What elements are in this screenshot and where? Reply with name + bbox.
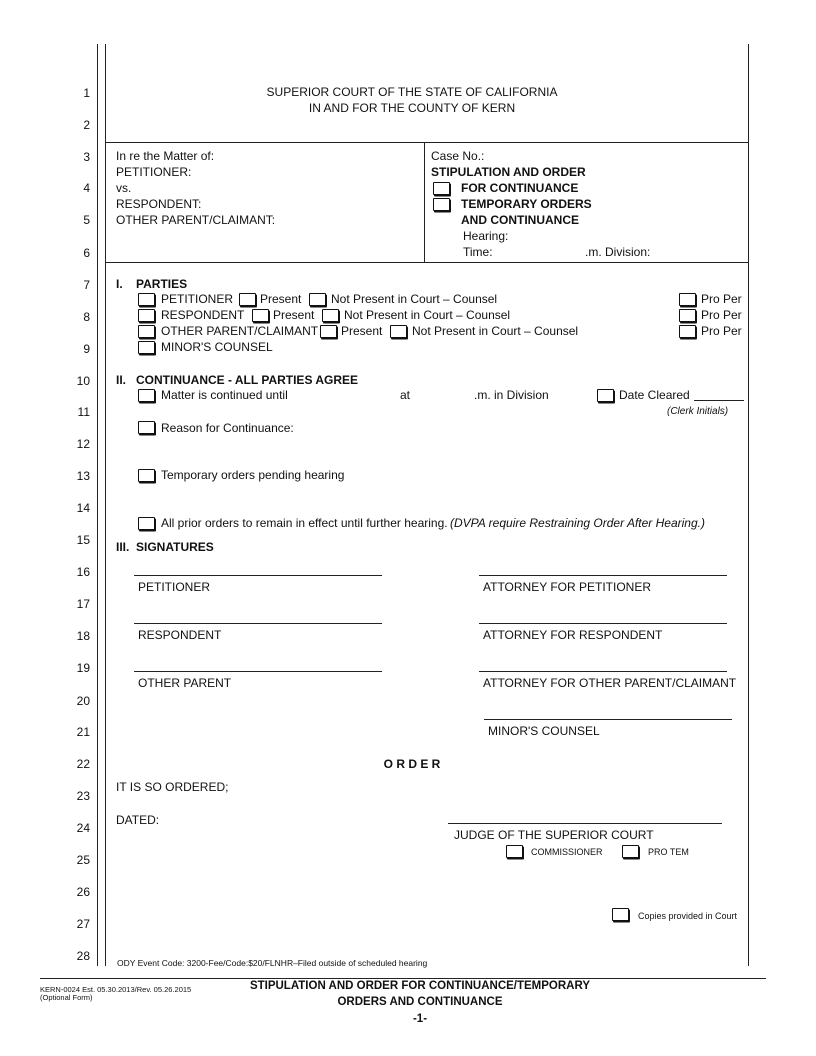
atty-respondent-signature-line[interactable]: [479, 623, 727, 624]
line-number: 26: [76, 885, 90, 899]
left-margin-rule-outer: [97, 44, 98, 966]
line-number: 3: [83, 150, 90, 164]
atty-respondent-signature-label: ATTORNEY FOR RESPONDENT: [483, 628, 663, 642]
right-margin-rule: [748, 44, 749, 966]
date-cleared-line[interactable]: [694, 400, 744, 401]
other-parent-pro-per-label: Pro Per: [701, 324, 742, 338]
reason-label: Reason for Continuance:: [161, 421, 294, 435]
matter-label: In re the Matter of:: [116, 149, 215, 163]
line-number: 25: [76, 853, 90, 867]
clerk-initials-label: (Clerk Initials): [667, 406, 729, 417]
atty-other-signature-line[interactable]: [479, 671, 727, 672]
petitioner-signature-line[interactable]: [134, 575, 382, 576]
temporary-orders-label: TEMPORARY ORDERS: [461, 197, 592, 211]
continuance-heading: CONTINUANCE - ALL PARTIES AGREE: [136, 373, 359, 387]
temp-orders-checkbox[interactable]: [138, 469, 155, 482]
dated-label: DATED:: [116, 813, 160, 827]
continued-until-label: Matter is continued until: [161, 388, 288, 402]
footer-title-line1: STIPULATION AND ORDER FOR CONTINUANCE/TEMPORARY: [249, 980, 591, 992]
other-parent-present-checkbox[interactable]: [320, 325, 337, 338]
other-parent-party-checkbox[interactable]: [138, 325, 155, 338]
atty-other-signature-label: ATTORNEY FOR OTHER PARENT/CLAIMANT: [483, 676, 737, 690]
line-number: 23: [76, 789, 90, 803]
respondent-present-checkbox[interactable]: [252, 309, 269, 322]
caption-top-rule: [106, 142, 748, 143]
respondent-not-present-label: Not Present in Court – Counsel: [344, 308, 511, 322]
copies-label: Copies provided in Court: [638, 911, 738, 921]
hearing-label: Hearing:: [463, 229, 509, 243]
form-number: KERN-0024 Est. 05.30.2013/Rev. 05.26.2015: [40, 985, 192, 994]
prior-orders-checkbox[interactable]: [138, 517, 155, 530]
line-number: 13: [76, 469, 90, 483]
court-name-line2: IN AND FOR THE COUNTY OF KERN: [308, 101, 516, 115]
page-number: -1-: [412, 1013, 428, 1025]
commissioner-label: COMMISSIONER: [531, 847, 603, 857]
left-margin-rule-inner: [105, 44, 106, 966]
at-label: at: [400, 388, 411, 402]
judge-signature-line[interactable]: [448, 823, 722, 824]
respondent-signature-label: RESPONDENT: [138, 628, 222, 642]
other-parent-signature-label: OTHER PARENT: [138, 676, 232, 690]
court-name-line1: SUPERIOR COURT OF THE STATE OF CALIFORNIA: [266, 85, 558, 99]
footer-title-line2: ORDERS AND CONTINUANCE: [337, 996, 503, 1008]
other-parent-present-label: Present: [341, 324, 383, 338]
respondent-party-checkbox[interactable]: [138, 309, 155, 322]
footer-rule: [40, 978, 766, 979]
respondent-signature-line[interactable]: [134, 623, 382, 624]
line-number: 22: [76, 757, 90, 771]
parties-number: I.: [116, 277, 123, 291]
line-number: 20: [76, 694, 90, 708]
respondent-not-present-checkbox[interactable]: [322, 309, 339, 322]
commissioner-checkbox[interactable]: [506, 845, 523, 858]
respondent-label: RESPONDENT:: [116, 197, 202, 211]
petitioner-label: PETITIONER:: [116, 165, 192, 179]
ody-event-code: ODY Event Code: 3200-Fee/Code:$20/FLNHR–Filed outside of scheduled hearing: [117, 958, 428, 968]
line-number: 19: [76, 661, 90, 675]
other-parent-pro-per-checkbox[interactable]: [679, 325, 696, 338]
judge-label: JUDGE OF THE SUPERIOR COURT: [454, 828, 654, 842]
other-parent-party-label: OTHER PARENT/CLAIMANT: [161, 324, 319, 338]
for-continuance-label: FOR CONTINUANCE: [461, 181, 579, 195]
line-number: 28: [76, 949, 90, 963]
line-number: 5: [83, 213, 90, 227]
case-no-label: Case No.:: [431, 149, 485, 163]
form-title: STIPULATION AND ORDER: [431, 165, 586, 179]
caption-bottom-rule: [106, 262, 748, 263]
caption-divider: [424, 142, 425, 262]
vs-label: vs.: [116, 181, 132, 195]
optional-form-label: (Optional Form): [40, 993, 93, 1002]
minors-counsel-party-label: MINOR'S COUNSEL: [161, 340, 273, 354]
date-cleared-label: Date Cleared: [619, 388, 690, 402]
line-number: 6: [83, 246, 90, 260]
line-number: 9: [83, 342, 90, 356]
date-cleared-checkbox[interactable]: [597, 389, 614, 402]
line-number: 17: [76, 597, 90, 611]
petitioner-present-checkbox[interactable]: [239, 293, 256, 306]
prior-orders-label: All prior orders to remain in effect until further hearing.: [161, 516, 448, 530]
line-number: 16: [76, 565, 90, 579]
line-number: 4: [83, 181, 90, 195]
other-parent-label: OTHER PARENT/CLAIMANT:: [116, 213, 276, 227]
for-continuance-checkbox[interactable]: [433, 182, 450, 195]
line-number: 2: [83, 118, 90, 132]
and-continuance-label: AND CONTINUANCE: [461, 213, 579, 227]
division-label: .m. Division:: [585, 245, 651, 259]
copies-checkbox[interactable]: [612, 908, 629, 921]
time-label: Time:: [463, 245, 493, 259]
respondent-party-label: RESPONDENT: [161, 308, 245, 322]
petitioner-party-checkbox[interactable]: [138, 293, 155, 306]
respondent-present-label: Present: [273, 308, 315, 322]
other-parent-signature-line[interactable]: [134, 671, 382, 672]
other-parent-not-present-label: Not Present in Court – Counsel: [412, 324, 579, 338]
temporary-orders-checkbox[interactable]: [433, 198, 450, 211]
line-number: 15: [76, 533, 90, 547]
minors-counsel-signature-label: MINOR'S COUNSEL: [488, 724, 600, 738]
pro-tem-label: PRO TEM: [648, 847, 689, 857]
pro-tem-checkbox[interactable]: [622, 845, 639, 858]
petitioner-pro-per-label: Pro Per: [701, 292, 742, 306]
so-ordered-label: IT IS SO ORDERED;: [116, 780, 229, 794]
petitioner-not-present-checkbox[interactable]: [309, 293, 326, 306]
minors-counsel-signature-line[interactable]: [484, 719, 732, 720]
parties-heading: PARTIES: [136, 277, 188, 291]
respondent-pro-per-label: Pro Per: [701, 308, 742, 322]
respondent-pro-per-checkbox[interactable]: [679, 309, 696, 322]
petitioner-signature-label: PETITIONER: [138, 580, 211, 594]
reason-checkbox[interactable]: [138, 421, 155, 434]
line-number: 27: [76, 917, 90, 931]
continuance-number: II.: [116, 373, 127, 387]
petitioner-not-present-label: Not Present in Court – Counsel: [331, 292, 498, 306]
line-number: 12: [76, 437, 90, 451]
line-number: 21: [76, 725, 90, 739]
temp-orders-label: Temporary orders pending hearing: [161, 468, 345, 482]
petitioner-present-label: Present: [260, 292, 302, 306]
other-parent-not-present-checkbox[interactable]: [390, 325, 407, 338]
order-heading: O R D E R: [383, 757, 441, 771]
line-number: 18: [76, 629, 90, 643]
continued-until-checkbox[interactable]: [138, 389, 155, 402]
dvpa-note: (DVPA require Restraining Order After Hearing.): [450, 516, 705, 530]
line-number: 8: [83, 310, 90, 324]
atty-petitioner-signature-line[interactable]: [479, 575, 727, 576]
line-number: 1: [83, 86, 90, 100]
petitioner-pro-per-checkbox[interactable]: [679, 293, 696, 306]
line-number: 14: [76, 501, 90, 515]
petitioner-party-label: PETITIONER: [161, 292, 234, 306]
line-number: 11: [77, 405, 90, 419]
minors-counsel-party-checkbox[interactable]: [138, 341, 155, 354]
line-number: 10: [76, 374, 90, 388]
line-number: 24: [76, 821, 90, 835]
signatures-heading: SIGNATURES: [136, 540, 214, 554]
signatures-number: III.: [116, 540, 130, 554]
in-division-label: .m. in Division: [474, 388, 549, 402]
atty-petitioner-signature-label: ATTORNEY FOR PETITIONER: [483, 580, 652, 594]
line-number: 7: [83, 278, 90, 292]
